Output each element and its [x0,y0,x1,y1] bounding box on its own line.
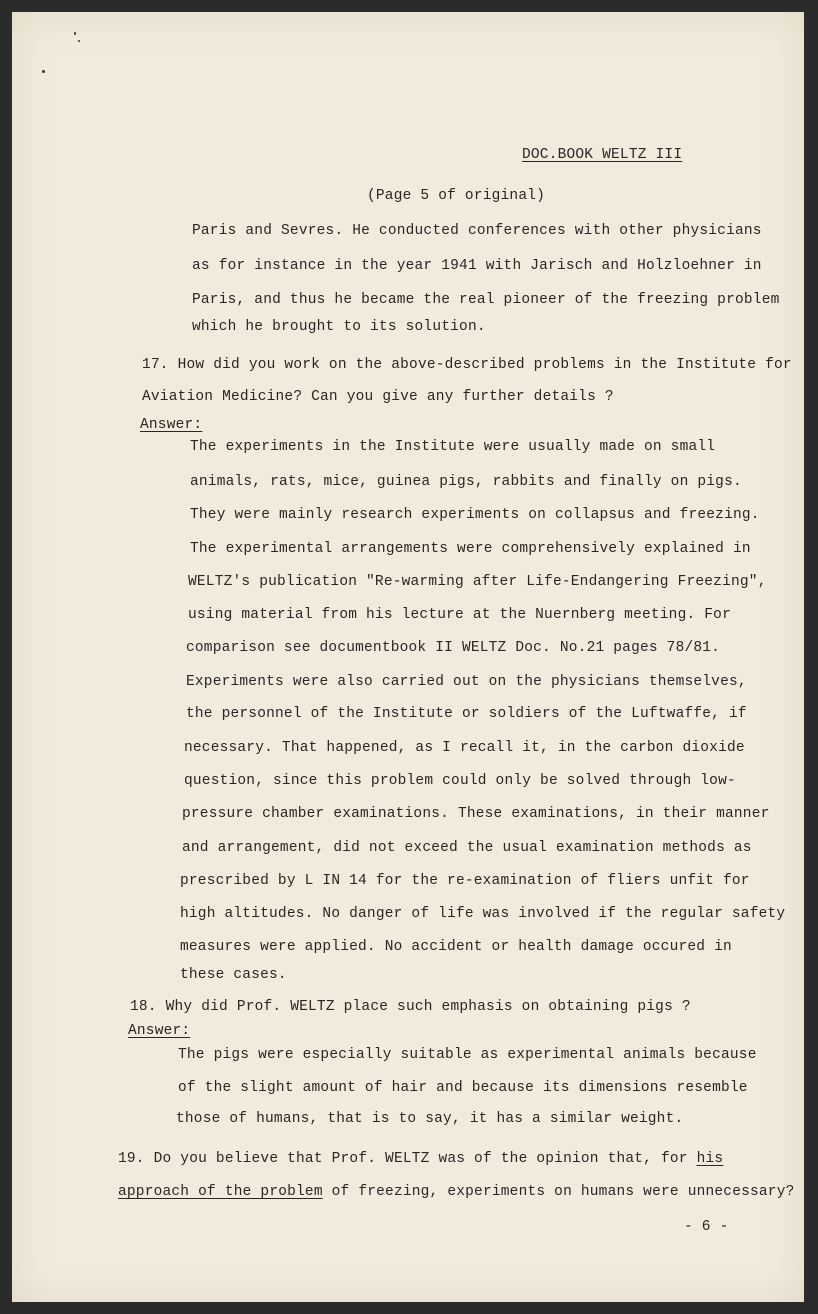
scan-speck [74,32,76,35]
answer-17-line: The experiments in the Institute were usually made on small [190,439,716,455]
answer-17-line: Experiments were also carried out on the physicians themselves, [186,674,747,690]
question-17-line: Aviation Medicine? Can you give any further details ? [142,389,614,405]
question-18: 18. Why did Prof. WELTZ place such emphasis on obtaining pigs ? [130,999,691,1015]
answer-17-line: necessary. That happened, as I recall it, in the carbon dioxide [184,740,745,756]
answer-17-line: The experimental arrangements were comprehensively explained in [190,541,751,557]
answer-17-line: WELTZ's publication "Re-warming after Life-Endangering Freezing", [188,574,767,590]
intro-line: as for instance in the year 1941 with Jarisch and Holzloehner in [192,258,762,274]
answer-17-label: Answer: [140,417,203,433]
question-19-text: of freezing, experiments on humans were unnecessary? [322,1184,795,1200]
page-number: - 6 - [684,1219,729,1235]
answer-17-line: measures were applied. No accident or health damage occured in [180,939,732,955]
answer-17-line: animals, rats, mice, guinea pigs, rabbits and finally on pigs. [190,474,742,490]
answer-17-line: comparison see documentbook II WELTZ Doc. No.21 pages 78/81. [186,640,721,656]
answer-17-line: high altitudes. No danger of life was involved if the regular safety [180,906,786,922]
answer-17-line: using material from his lecture at the Nuernberg meeting. For [188,607,731,623]
answer-17-line: the personnel of the Institute or soldiers of the Luftwaffe, if [186,706,747,722]
answer-17-line: these cases. [180,967,287,983]
intro-line: Paris and Sevres. He conducted conferences with other physicians [192,223,762,239]
answer-18-label: Answer: [128,1023,191,1039]
answer-17-line: pressure chamber examinations. These examinations, in their manner [182,806,770,822]
answer-18-line: of the slight amount of hair and because its dimensions resemble [178,1080,748,1096]
question-19-emphasis: approach of the problem [118,1184,323,1200]
question-19-emphasis: his [696,1151,724,1167]
question-19-line-2 [118,1183,795,1201]
page-note: (Page 5 of original) [367,188,546,204]
question-17-line: 17. How did you work on the above-described problems in the Institute for [142,357,792,373]
scan-speck [78,40,80,42]
answer-18-line: those of humans, that is to say, it has a similar weight. [176,1111,684,1127]
answer-17-line: They were mainly research experiments on collapsus and freezing. [190,507,760,523]
document-header: DOC.BOOK WELTZ III [522,147,683,163]
answer-17-line: question, since this problem could only be solved through low- [184,773,736,789]
answer-17-line: prescribed by L IN 14 for the re-examination of fliers unfit for [180,873,750,889]
intro-line: which he brought to its solution. [192,319,486,335]
scan-speck [42,70,45,73]
answer-17-line: and arrangement, did not exceed the usual examination methods as [182,840,752,856]
document-page [12,12,804,1302]
question-19-text: 19. Do you believe that Prof. WELTZ was of the opinion that, for [118,1151,697,1167]
intro-line: Paris, and thus he became the real pioneer of the freezing problem [192,292,780,308]
answer-18-line: The pigs were especially suitable as experimental animals because [178,1047,757,1063]
question-19-line-1 [118,1150,723,1168]
